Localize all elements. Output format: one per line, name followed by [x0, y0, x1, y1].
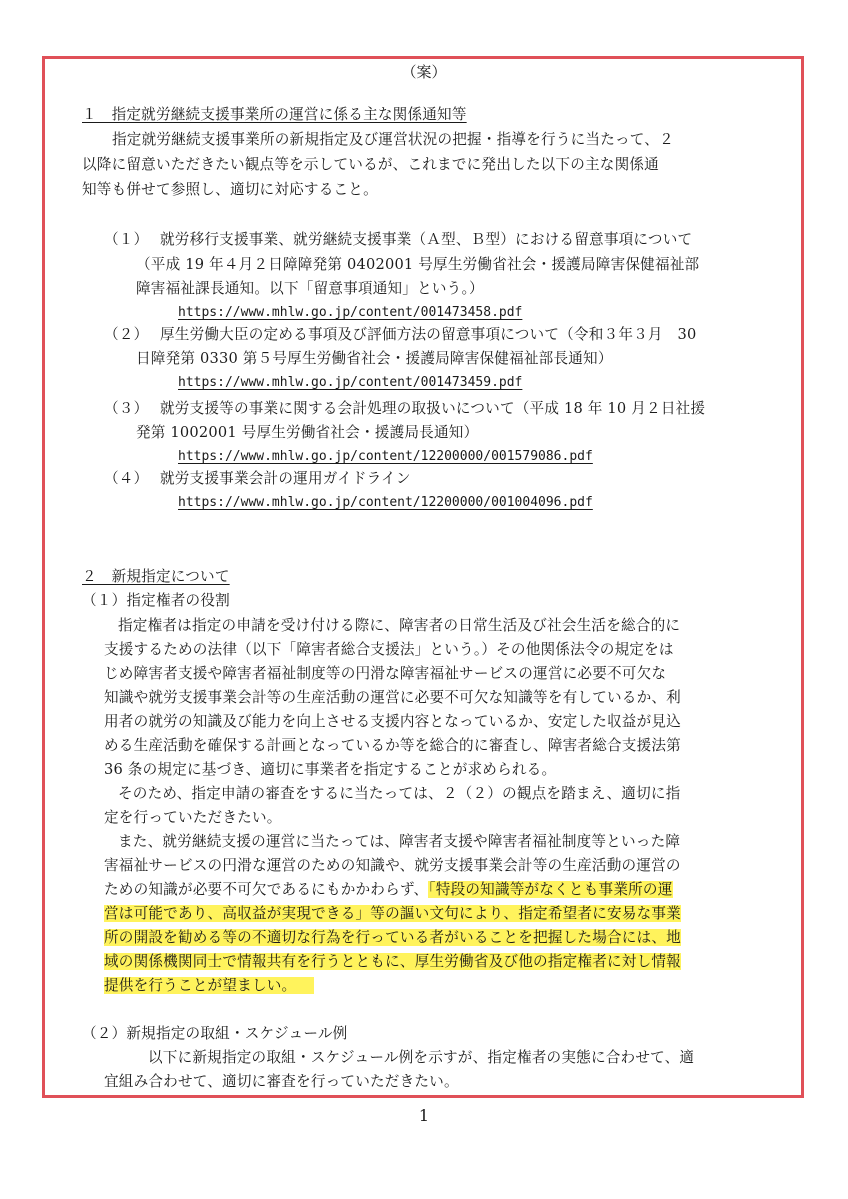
highlighted-text: 提供を行うことが望ましい。 [104, 977, 314, 994]
notice-item-detail: （平成 19 年４月２日障障発第 0402001 号厚生労働省社会・援護局障害保健福祉部 [136, 256, 700, 273]
paragraph-line: じめ障害者支援や障害者福祉制度等の円滑な障害福祉サービスの運営に必要不可欠な [104, 665, 667, 682]
section-1-paragraph-line: 知等も併せて参照し、適切に対応すること。 [82, 181, 378, 198]
highlighted-line [104, 950, 681, 974]
notice-item-detail: 発第 1002001 号厚生労働省社会・援護局長通知） [136, 424, 479, 441]
paragraph-line: 定を行っていただきたい。 [104, 809, 282, 826]
highlighted-text: 「特段の知識等がなくとも事業所の運 [428, 881, 673, 898]
paragraph-line: そのため、指定申請の審査をするに当たっては、２（２）の観点を踏まえ、適切に指 [118, 785, 681, 802]
notice-item-link[interactable]: https://www.mhlw.go.jp/content/001473458.pdf [178, 305, 523, 320]
paragraph-line: 36 条の規定に基づき、適切に事業者を指定することが求められる。 [104, 761, 557, 778]
paragraph-line: 用者の就労の知識及び能力を向上させる支援内容となっているか、安定した収益が見込 [104, 713, 681, 730]
highlighted-line [104, 974, 314, 998]
page-number: 1 [418, 1106, 430, 1125]
section-1-paragraph-line: 以降に留意いただきたい観点等を示しているが、これまでに発出した以下の主な関係通 [82, 156, 659, 173]
notice-item-title: 就労支援等の事業に関する会計処理の取扱いについて（平成 18 年 10 月２日社援 [160, 400, 706, 417]
notice-item-title: 就労移行支援事業、就労継続支援事業（Ａ型、Ｂ型）における留意事項について [160, 231, 693, 248]
section-2-heading: ２ 新規指定について [82, 568, 230, 585]
paragraph-line: める生産活動を確保する計画となっているか等を総合的に審査し、障害者総合支援法第 [104, 737, 681, 754]
notice-item-detail: 障害福祉課長通知。以下「留意事項通知」という。） [136, 280, 484, 297]
paragraph-line [104, 878, 673, 902]
paragraph-line: 以下に新規指定の取組・スケジュール例を示すが、指定権者の実態に合わせて、適 [148, 1049, 695, 1066]
notice-item-link[interactable]: https://www.mhlw.go.jp/content/12200000/001579086.pdf [178, 449, 593, 464]
highlighted-text: 所の開設を勧める等の不適切な行為を行っている者がいることを把握した場合には、地 [104, 929, 681, 946]
document-title: （案） [401, 63, 447, 81]
notice-item-detail: 日障発第 0330 第５号厚生労働省社会・援護局障害保健福祉部長通知） [136, 350, 613, 367]
highlighted-text: 営は可能であり、高収益が実現できる」等の謳い文句により、指定希望者に安易な事業 [104, 905, 681, 922]
notice-item-link[interactable]: https://www.mhlw.go.jp/content/12200000/001004096.pdf [178, 495, 593, 510]
notice-item-number: （１） [104, 231, 149, 248]
paragraph-line: 指定権者は指定の申請を受け付ける際に、障害者の日常生活及び社会生活を総合的に [118, 617, 681, 634]
subsection-heading: （１）指定権者の役割 [82, 592, 230, 609]
paragraph-line: 害福祉サービスの円滑な運営のための知識や、就労支援事業会計等の生産活動の運営の [104, 857, 681, 874]
paragraph-text: ための知識が必要不可欠であるにもかかわらず、 [104, 881, 429, 898]
notice-item-link[interactable]: https://www.mhlw.go.jp/content/001473459.pdf [178, 375, 523, 390]
paragraph-line: また、就労継続支援の運営に当たっては、障害者支援や障害者福祉制度等といった障 [118, 833, 681, 850]
notice-item-number: （３） [104, 400, 149, 417]
notice-item-number: （４） [104, 470, 149, 487]
paragraph-line: 知識や就労支援事業会計等の生産活動の運営に必要不可欠な知識等を有しているか、利 [104, 689, 681, 706]
section-1-heading: １ 指定就労継続支援事業所の運営に係る主な関係通知等 [82, 106, 467, 123]
notice-item-title: 就労支援事業会計の運用ガイドライン [160, 470, 411, 487]
section-1-paragraph-line: 指定就労継続支援事業所の新規指定及び運営状況の把握・指導を行うに当たって、２ [112, 131, 674, 148]
highlighted-text: 域の関係機関同士で情報共有を行うとともに、厚生労働省及び他の指定権者に対し情報 [104, 953, 681, 970]
paragraph-line: 支援するための法律（以下「障害者総合支援法」という。）その他関係法令の規定をは [104, 641, 674, 658]
subsection-heading: （２）新規指定の取組・スケジュール例 [82, 1025, 348, 1042]
notice-item-number: （２） [104, 326, 149, 343]
highlighted-line [104, 902, 681, 926]
highlighted-line [104, 926, 681, 950]
paragraph-line: 宜組み合わせて、適切に審査を行っていただきたい。 [104, 1073, 459, 1090]
notice-item-title: 厚生労働大臣の定める事項及び評価方法の留意事項について（令和３年３月 30 [160, 326, 697, 343]
